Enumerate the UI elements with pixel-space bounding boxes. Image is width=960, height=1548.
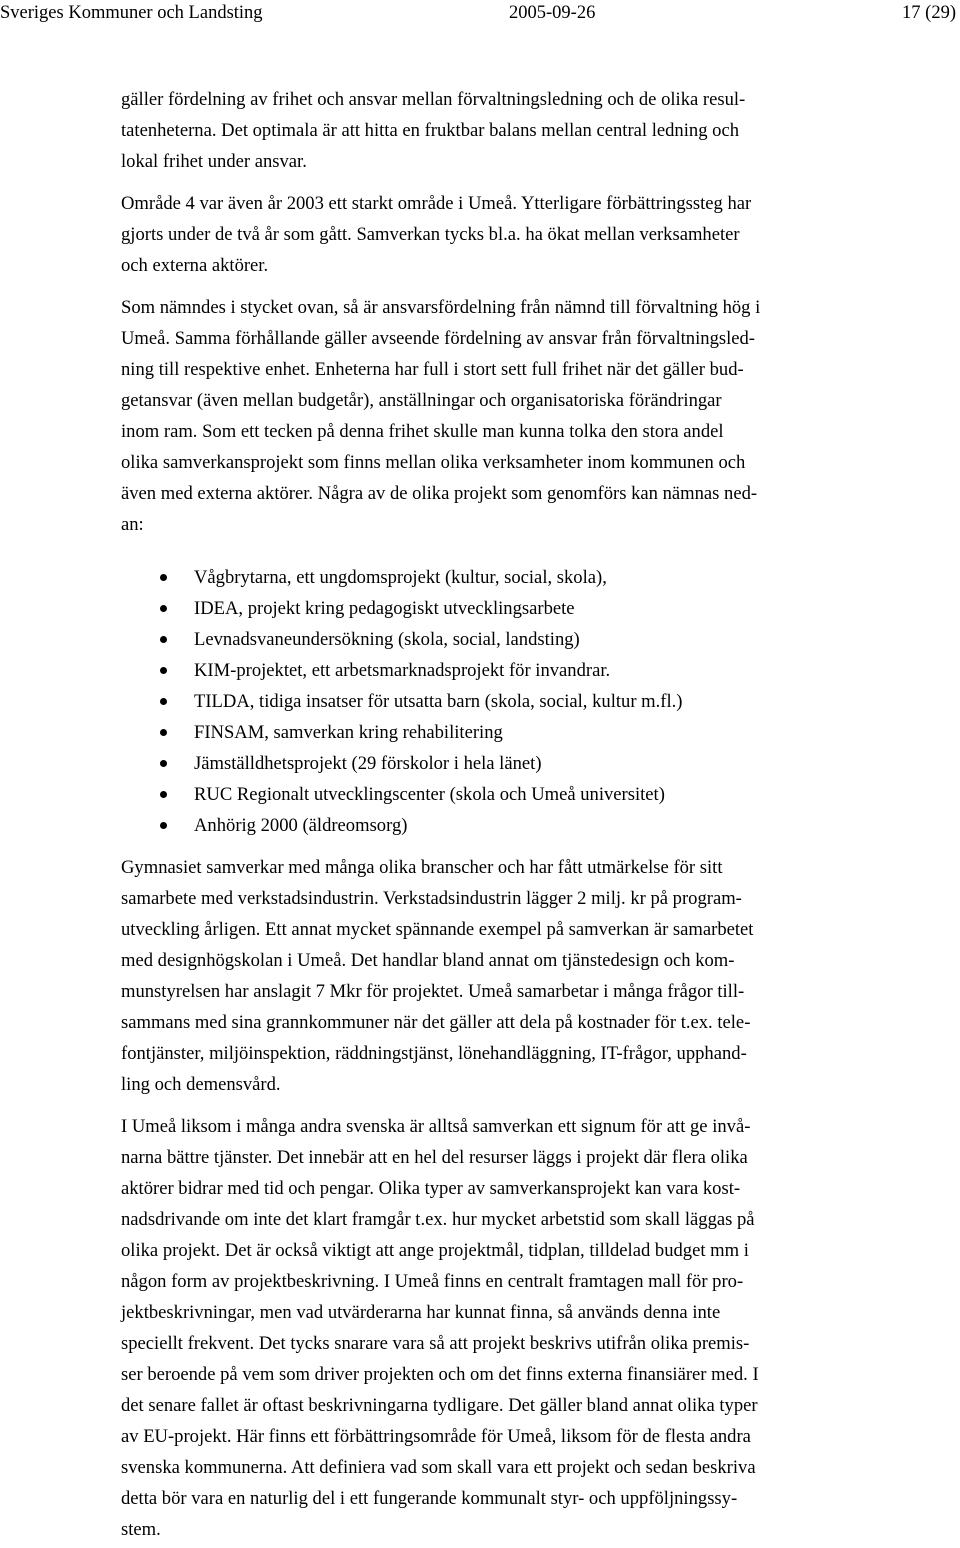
bullet-icon [160,791,167,798]
text-line: jektbeskrivningar, men vad utvärderarna har kunnat finna, så används denna inte [121,1302,721,1323]
list-item [121,779,911,810]
list-item-text: KIM-projektet, ett arbetsmarknadsprojekt för invandrar. [194,660,611,681]
text-line: aktörer bidrar med tid och pengar. Olika typer av samverkansprojekt kan vara kost- [121,1178,741,1199]
text-line: ning till respektive enhet. Enheterna har full i stort sett full frihet när det gäller bud- [121,359,744,380]
text-line: svenska kommunerna. Att definiera vad som skall vara ett projekt och sedan beskriva [121,1457,756,1478]
list-item-text: FINSAM, samverkan kring rehabilitering [194,722,503,743]
list-item [121,562,911,593]
list-item-text: Levnadsvaneundersökning (skola, social, landsting) [194,629,580,650]
text-line: med designhögskolan i Umeå. Det handlar bland annat om tjänstedesign och kom- [121,950,735,971]
text-line: någon form av projektbeskrivning. I Umeå finns en centralt framtagen mall för pro- [121,1271,744,1292]
text-line: ser beroende på vem som driver projekten och om det finns externa finansiärer med. I [121,1364,759,1385]
document-body [121,84,911,1545]
text-line: fontjänster, miljöinspektion, räddningstjänst, lönehandläggning, IT-frågor, upphand- [121,1043,747,1064]
text-line: nadsdrivande om inte det klart framgår t.ex. hur mycket arbetstid som skall läggas på [121,1209,755,1230]
bullet-icon [160,822,167,829]
list-item [121,624,911,655]
text-line: an: [121,514,144,535]
list-item-text: TILDA, tidiga insatser för utsatta barn (skola, social, kultur m.fl.) [194,691,683,712]
paragraph-1 [121,84,911,177]
text-line: getansvar (även mellan budgetår), anställningar och organisatoriska förändringar [121,390,722,411]
list-item [121,717,911,748]
text-line: tatenheterna. Det optimala är att hitta en fruktbar balans mellan central ledning och [121,120,739,141]
text-line: sammans med sina grannkommuner när det gäller att dela på kostnader för t.ex. tele- [121,1012,751,1033]
paragraph-5 [121,1111,911,1545]
list-item [121,655,911,686]
paragraph-4 [121,852,911,1100]
list-item-text: Anhörig 2000 (äldreomsorg) [194,815,408,836]
header-organization: Sveriges Kommuner och Landsting [0,3,263,23]
bullet-icon [160,605,167,612]
text-line: lokal frihet under ansvar. [121,151,307,172]
text-line: olika projekt. Det är också viktigt att ange projektmål, tidplan, tilldelad budget mm i [121,1240,749,1261]
bullet-icon [160,729,167,736]
text-line: gjorts under de två år som gått. Samverkan tycks bl.a. ha ökat mellan verksamheter [121,224,740,245]
header-date: 2005-09-26 [509,3,596,23]
text-line: det senare fallet är oftast beskrivningarna tydligare. Det gäller bland annat olika typer [121,1395,758,1416]
text-line: och externa aktörer. [121,255,269,276]
text-line: gäller fördelning av frihet och ansvar mellan förvaltningsledning och de olika resul- [121,89,746,110]
list-item-text: IDEA, projekt kring pedagogiskt utvecklingsarbete [194,598,575,619]
bullet-icon [160,760,167,767]
text-line: detta bör vara en naturlig del i ett fungerande kommunalt styr- och uppföljningssy- [121,1488,738,1509]
text-line: samarbete med verkstadsindustrin. Verkstadsindustrin lägger 2 milj. kr på program- [121,888,742,909]
text-line: stem. [121,1519,161,1540]
text-line: ling och demensvård. [121,1074,281,1095]
paragraph-3 [121,292,911,540]
page-header [0,0,960,26]
text-line: narna bättre tjänster. Det innebär att en hel del resurser läggs i projekt där flera olika [121,1147,748,1168]
list-item-text: Jämställdhetsprojekt (29 förskolor i hela länet) [194,753,542,774]
text-line: Som nämndes i stycket ovan, så är ansvarsfördelning från nämnd till förvaltning hög i [121,297,761,318]
text-line: av EU-projekt. Här finns ett förbättringsområde för Umeå, liksom för de flesta andra [121,1426,751,1447]
text-line: olika samverkansprojekt som finns mellan olika verksamheter inom kommunen och [121,452,746,473]
list-item [121,686,911,717]
text-line: utveckling årligen. Ett annat mycket spännande exempel på samverkan är samarbetet [121,919,754,940]
list-item-text: Vågbrytarna, ett ungdomsprojekt (kultur, social, skola), [194,567,607,588]
bullet-icon [160,698,167,705]
list-item [121,593,911,624]
project-list [121,562,911,841]
list-item-text: RUC Regionalt utvecklingscenter (skola och Umeå universitet) [194,784,665,805]
text-line: inom ram. Som ett tecken på denna frihet skulle man kunna tolka den stora andel [121,421,724,442]
text-line: även med externa aktörer. Några av de olika projekt som genomförs kan nämnas ned- [121,483,758,504]
text-line: Område 4 var även år 2003 ett starkt område i Umeå. Ytterligare förbättringssteg har [121,193,752,214]
text-line: munstyrelsen har anslagit 7 Mkr för projektet. Umeå samarbetar i många frågor till- [121,981,745,1002]
header-page-number: 17 (29) [902,3,956,23]
text-line: Umeå. Samma förhållande gäller avseende fördelning av ansvar från förvaltningsled- [121,328,756,349]
bullet-icon [160,574,167,581]
text-line: I Umeå liksom i många andra svenska är alltså samverkan ett signum för att ge invå- [121,1116,751,1137]
bullet-icon [160,636,167,643]
list-item [121,810,911,841]
paragraph-2 [121,188,911,281]
list-item [121,748,911,779]
bullet-icon [160,667,167,674]
text-line: Gymnasiet samverkar med många olika branscher och har fått utmärkelse för sitt [121,857,723,878]
text-line: speciellt frekvent. Det tycks snarare vara så att projekt beskrivs utifrån olika premis- [121,1333,750,1354]
